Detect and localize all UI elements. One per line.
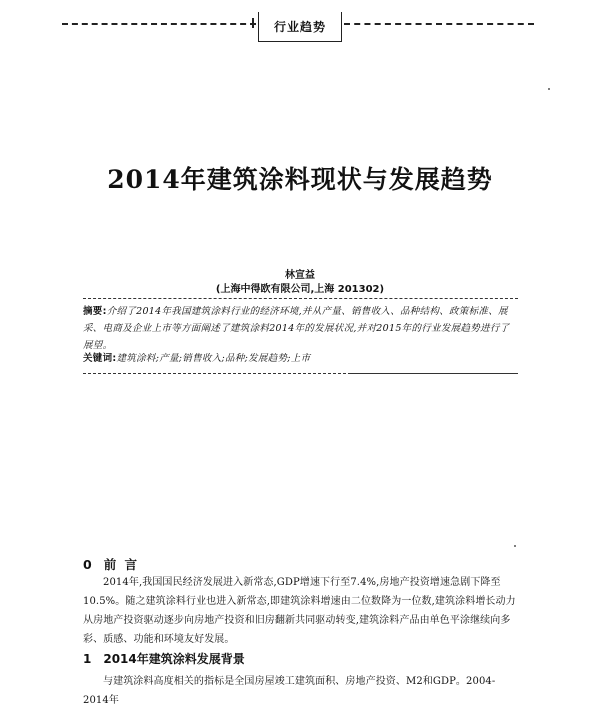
section-1-number: 1 xyxy=(83,652,92,666)
section-0-heading xyxy=(83,555,139,573)
section-0-title: 前 言 xyxy=(103,557,140,572)
article-title: 2014年建筑涂料现状与发展趋势 xyxy=(107,165,493,194)
section-1-paragraph: 与建筑涂料高度相关的指标是全国房屋竣工建筑面积、房地产投资、M2和GDP。2004-2014年 xyxy=(83,676,496,706)
abstract-bottom-rule-dashed xyxy=(83,373,351,374)
section-label: 行业趋势 xyxy=(273,20,326,34)
header-rule-left xyxy=(62,23,256,25)
abstract-bottom-rule-solid xyxy=(351,373,518,374)
author-name: 林宣益 xyxy=(285,270,315,281)
keywords-label: 关键词: xyxy=(83,353,117,364)
header-tick xyxy=(252,18,254,28)
abstract-label: 摘要: xyxy=(83,306,107,317)
abstract-text: 介绍了2014年我国建筑涂料行业的经济环境,并从产量、销售收入、品种结构、政策标准、展采、电商及企业上市等方面阐述了建筑涂料2014年的发展状况,并对2015年的行业发展趋势进行了展望。 xyxy=(83,306,510,351)
section-1-title: 2014年建筑涂料发展背景 xyxy=(103,652,245,666)
section-label-box xyxy=(258,12,342,42)
section-1-heading xyxy=(83,650,245,667)
keywords-text: 建筑涂料;产量;销售收入;品种;发展趋势;上市 xyxy=(116,353,311,364)
section-0-paragraph: 2014年,我国国民经济发展进入新常态,GDP增速下行至7.4%,房地产投资增速急剧下降至10.5%。随之建筑涂料行业也进入新常态,即建筑涂料增速由二位数降为一位数,建筑涂料增长动力从房地产投资驱动逐步向房地产投资和旧房翻新共同驱动转变,建筑涂料产品由单色平涂继续向多彩、质感、功能和环境友好发展。 xyxy=(83,577,516,645)
header-rule-right xyxy=(344,23,534,25)
abstract-top-rule xyxy=(83,298,518,299)
author-affiliation: (上海中得欧有限公司,上海 201302) xyxy=(215,284,385,295)
abstract xyxy=(83,303,518,354)
section-0-number: 0 xyxy=(83,557,94,572)
keywords xyxy=(83,351,518,367)
scan-speck xyxy=(548,88,550,90)
scan-speck xyxy=(514,545,516,547)
